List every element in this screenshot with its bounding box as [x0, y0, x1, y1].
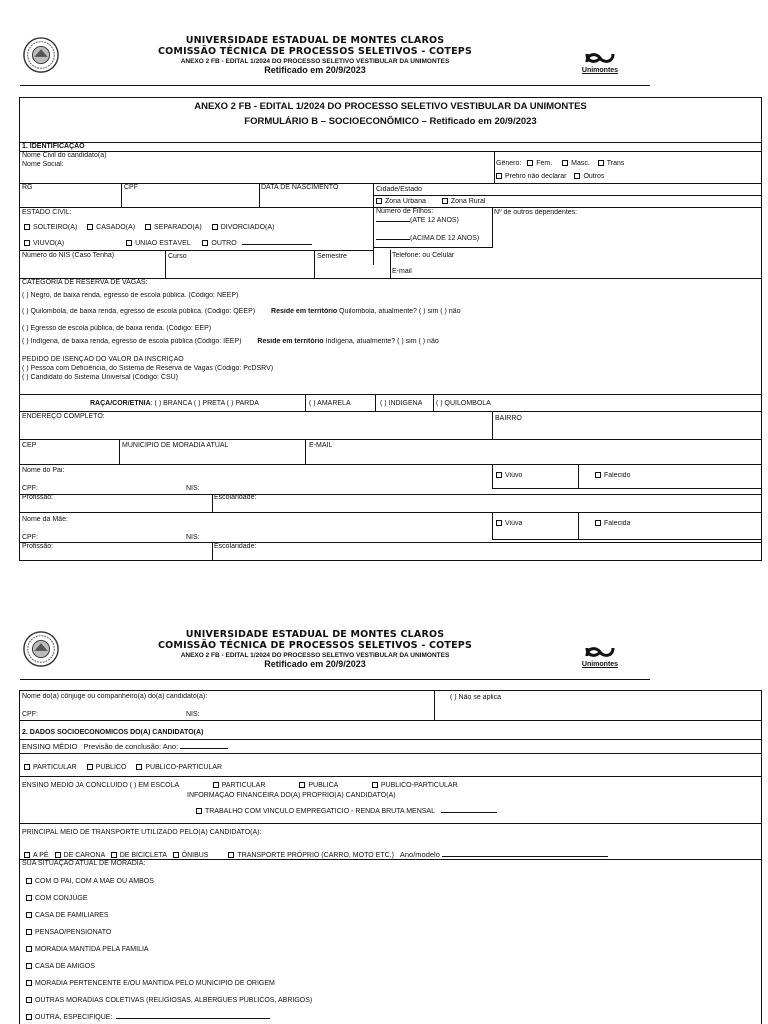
cpf-mae-label[interactable]: CPF:	[22, 534, 38, 541]
page2-form	[19, 690, 762, 1024]
outro-line[interactable]	[242, 244, 312, 245]
ate12-row[interactable]	[376, 217, 459, 225]
cpf-label[interactable]: CPF	[124, 184, 138, 191]
a-pe-label: A PÉ	[33, 852, 49, 859]
zona-urbana-label: Zona Urbana	[385, 198, 426, 205]
header-divider	[20, 679, 650, 680]
estado-civil-row2	[24, 240, 312, 248]
moradia-option-label: PENSÃO/PENSIONATO	[35, 929, 112, 936]
moradia-checkbox[interactable]	[26, 1014, 32, 1020]
publica2-label: PÚBLICA	[308, 782, 338, 789]
header-text	[140, 630, 490, 670]
header-university: UNIVERSIDADE ESTADUAL DE MONTES CLAROS	[185, 35, 445, 46]
fem-checkbox[interactable]	[527, 160, 533, 166]
logo-name: Unimontes	[581, 67, 619, 74]
moradia-option[interactable]	[26, 895, 88, 903]
falecida-mae	[595, 520, 630, 528]
uniao-checkbox[interactable]	[126, 240, 132, 246]
section-identificacao: 1. IDENTIFICAÇÃO	[22, 143, 85, 150]
moradia-checkbox[interactable]	[26, 946, 32, 952]
particular-label: PARTICULAR	[33, 764, 77, 771]
falecido-label: Falecido	[604, 472, 631, 479]
moradia-option-label: MORADIA MANTIDA PELA FAMÍLIA	[35, 946, 149, 953]
moradia-option[interactable]	[26, 946, 149, 954]
nome-civil-label[interactable]: Nome Civil do candidato(a)	[22, 152, 107, 159]
ate12-label: (ATÉ 12 ANOS)	[410, 217, 459, 224]
viuvo-pai	[496, 472, 522, 480]
genero-options-2	[496, 173, 604, 181]
ano-modelo-label: Ano/modelo	[399, 850, 440, 859]
isencao-label: PEDIDO DE ISENÇÃO DO VALOR DA INSCRIÇÃO	[22, 356, 184, 363]
publico-label: PÚBLICO	[95, 764, 127, 771]
viuva-label: Viúva	[505, 520, 523, 527]
viuva-checkbox[interactable]	[496, 520, 502, 526]
moradia-option[interactable]	[26, 1014, 270, 1022]
email-caps-label[interactable]: E-MAIL	[309, 442, 333, 449]
escolaridade-mae-label[interactable]: Escolaridade:	[214, 543, 257, 550]
outra-especifique-line[interactable]	[116, 1018, 270, 1019]
trabalho-label: TRABALHO COM VÍNCULO EMPREGATÍCIO - RENDA BRUTA MENSAL	[205, 808, 435, 815]
moradia-option-label: CASA DE AMIGOS	[35, 963, 95, 970]
nome-social-label[interactable]: Nome Social:	[22, 161, 64, 168]
moradia-checkbox[interactable]	[26, 929, 32, 935]
publica2-checkbox[interactable]	[299, 782, 305, 788]
categoria-label: CATEGORIA DE RESERVA DE VAGAS:	[22, 279, 148, 286]
raca-amarela[interactable]: ( ) AMARELA	[309, 400, 351, 407]
falecida-checkbox[interactable]	[595, 520, 601, 526]
data-nasc-label[interactable]: DATA DE NASCIMENTO	[261, 184, 339, 191]
viuvo-pai-label: Viúvo	[505, 472, 523, 479]
separado-label: SEPARADO(A)	[154, 224, 202, 231]
reside-indigena-label: Reside em território	[257, 338, 324, 345]
nis-pai-label[interactable]: NIS:	[186, 485, 200, 492]
em-tipo-row	[24, 764, 222, 772]
cep-label[interactable]: CEP	[22, 442, 37, 449]
trabalho-checkbox[interactable]	[196, 808, 202, 814]
outro-label: OUTRO	[211, 240, 237, 247]
viuvo-label: VIÚVO(A)	[33, 240, 65, 247]
trans-label: Trans	[606, 160, 625, 167]
cidade-estado-label[interactable]: Cidade/Estado	[376, 186, 422, 193]
prefiro-label: Prefiro não declarar	[505, 173, 567, 180]
trans-checkbox[interactable]	[598, 160, 604, 166]
uniao-label: UNIÃO ESTÁVEL	[135, 240, 191, 247]
outros-label: Outros	[583, 173, 605, 180]
genero-label: Gênero:	[496, 160, 522, 167]
nis-label[interactable]: Número do NIS (Caso Tenha)	[22, 252, 115, 259]
acima12-row[interactable]	[376, 235, 479, 243]
ensino-medio-label: ENSINO MÉDIO	[22, 742, 78, 751]
header-annex: ANEXO 2 FB - EDITAL 1/2024 DO PROCESSO SELETIVO VESTIBULAR DA UNIMONTES	[180, 57, 450, 65]
viuva-mae	[496, 520, 522, 528]
info-financeira-label: INFORMAÇÃO FINANCEIRA DO(A) PRÓPRIO(A) CANDIDATO(A)	[187, 792, 396, 799]
num-filhos-label: Número de Filhos:	[376, 208, 434, 215]
moradia-option[interactable]	[26, 929, 111, 937]
raca-label: RAÇA/COR/ETNIA	[90, 400, 151, 407]
moradia-option[interactable]	[26, 997, 312, 1005]
cat-ieep: ( ) Indígena, de baixa renda, egresso de escola pública (Código: IEEP)	[22, 338, 242, 345]
raca-branca-preta-parda[interactable]: : ( ) BRANCA ( ) PRETA ( ) PARDA	[150, 400, 259, 407]
renda-line[interactable]	[441, 812, 497, 813]
bairro-label[interactable]: BAIRRO	[495, 415, 522, 422]
onibus-checkbox[interactable]	[173, 852, 179, 858]
pub-part2-label: PÚBLICO-PARTICULAR	[380, 782, 458, 789]
form-title-2: FORMULÁRIO B – SOCIOECONÔMICO – Retificado em 20/9/2023	[244, 116, 537, 127]
moradia-option-label: MORADIA PERTENCENTE E/OU MANTIDA PELO MUNICÍPIO DE ORIGEM	[35, 980, 275, 987]
outros-checkbox[interactable]	[574, 173, 580, 179]
email-label[interactable]: E-mail	[392, 268, 412, 275]
conjuge-nis-label[interactable]: NIS:	[186, 711, 200, 718]
estado-civil-row1	[24, 224, 274, 232]
particular2-checkbox[interactable]	[213, 782, 219, 788]
casado-label: CASADO(A)	[96, 224, 136, 231]
zona-rural-checkbox[interactable]	[442, 198, 448, 204]
estado-civil-label: ESTADO CIVIL:	[22, 209, 72, 216]
raca-quilombola[interactable]: ( ) QUILOMBOLA	[436, 400, 491, 407]
quilombola-question: Quilombola, atualmente? ( ) sim ( ) não	[339, 308, 461, 315]
masc-checkbox[interactable]	[562, 160, 568, 166]
moradia-checkbox[interactable]	[26, 963, 32, 969]
header-university: UNIVERSIDADE ESTADUAL DE MONTES CLAROS	[185, 629, 445, 640]
profissao-pai-label[interactable]: Profissão:	[22, 494, 54, 501]
cat-qeep: ( ) Quilombola, de baixa renda, egresso de escola pública. (Código: QEEP)	[22, 308, 256, 315]
solteiro-checkbox[interactable]	[24, 224, 30, 230]
moradia-checkbox[interactable]	[26, 980, 32, 986]
previsao-ano-line[interactable]	[180, 748, 228, 749]
cat-eep[interactable]: ( ) Egresso de escola pública, de baixa renda. (Código: EEP)	[22, 325, 212, 332]
cat-neep[interactable]: ( ) Negro, de baixa renda, egresso de escola pública. (Código: NEEP)	[22, 292, 239, 299]
solteiro-label: SOLTEIRO(A)	[33, 224, 78, 231]
onibus-label: ÔNIBUS	[181, 852, 209, 859]
semestre-label[interactable]: Semestre	[317, 253, 347, 260]
moradia-checkbox[interactable]	[26, 912, 32, 918]
acima12-line[interactable]	[376, 239, 410, 240]
ano-modelo-line[interactable]	[442, 856, 608, 857]
indigena-question: Indígena, atualmente? ( ) sim ( ) não	[325, 338, 439, 345]
isencao-pcd[interactable]: ( ) Pessoa com Deficiência, do Sistema de Reserva de Vagas (Código: PcDSRV)	[22, 365, 274, 372]
unimontes-logo	[575, 644, 625, 668]
divorciado-checkbox[interactable]	[212, 224, 218, 230]
telefone-label[interactable]: Telefone: ou Celular	[392, 252, 455, 259]
genero-options	[496, 160, 624, 168]
zona-rural-label: Zona Rural	[450, 198, 486, 205]
publico-checkbox[interactable]	[87, 764, 93, 770]
curso-label[interactable]: Curso	[168, 253, 187, 260]
page1-form	[19, 97, 762, 561]
endereco-label[interactable]: ENDEREÇO COMPLETO:	[22, 413, 105, 420]
proprio-checkbox[interactable]	[228, 852, 234, 858]
masc-label: Masc.	[571, 160, 590, 167]
proprio-label: TRANSPORTE PRÓPRIO (CARRO, MOTO ETC.)	[237, 852, 394, 859]
moradia-option-label: COM O PAI, COM A MÃE OU AMBOS	[35, 878, 154, 885]
unimontes-logo-icon	[583, 644, 617, 660]
casado-checkbox[interactable]	[87, 224, 93, 230]
pub-part2-checkbox[interactable]	[372, 782, 378, 788]
publico-particular-label: PÚBLICO-PARTICULAR	[145, 764, 223, 771]
header-annex: ANEXO 2 FB - EDITAL 1/2024 DO PROCESSO SELETIVO VESTIBULAR DA UNIMONTES	[180, 651, 450, 659]
university-seal-icon	[22, 630, 60, 668]
profissao-mae-label[interactable]: Profissão:	[22, 543, 54, 550]
header-commission: COMISSÃO TÉCNICA DE PROCESSOS SELETIVOS - COTEPS	[157, 45, 473, 57]
ate12-line[interactable]	[376, 221, 410, 222]
escolaridade-pai-label[interactable]: Escolaridade:	[214, 494, 257, 501]
previsao-label: Previsão de conclusão: Ano:	[83, 742, 179, 751]
particular-checkbox[interactable]	[24, 764, 30, 770]
prefiro-checkbox[interactable]	[496, 173, 502, 179]
nis-mae-label[interactable]: NIS:	[186, 534, 200, 541]
rg-label[interactable]: RG	[22, 184, 33, 191]
nome-mae-label[interactable]: Nome da Mãe:	[22, 516, 68, 523]
moradia-checkbox[interactable]	[26, 997, 32, 1003]
header-commission: COMISSÃO TÉCNICA DE PROCESSOS SELETIVOS - COTEPS	[157, 639, 473, 651]
a-pe-checkbox[interactable]	[24, 852, 30, 858]
falecida-label: Falecida	[604, 520, 631, 527]
particular2-label: PARTICULAR	[221, 782, 266, 789]
header-rectified: Retificado em 20/9/2023	[264, 65, 366, 76]
outro-checkbox[interactable]	[202, 240, 208, 246]
moradia-label: SUA SITUAÇÃO ATUAL DE MORADIA:	[22, 860, 146, 867]
moradia-option-label: CASA DE FAMILIARES	[35, 912, 109, 919]
trabalho-row	[196, 808, 497, 816]
header-rectified: Retificado em 20/9/2023	[264, 659, 366, 670]
nao-aplica[interactable]: ( ) Não se aplica	[450, 694, 501, 701]
outros-dependentes-label[interactable]: Nº de outros dependentes:	[494, 209, 578, 216]
isencao-csu[interactable]: ( ) Candidato do Sistema Universal (Código: CSU)	[22, 374, 179, 381]
moradia-option[interactable]	[26, 912, 109, 920]
falecido-pai	[595, 472, 630, 480]
unimontes-logo	[575, 50, 625, 74]
moradia-checkbox[interactable]	[26, 878, 32, 884]
cat-qeep-row[interactable]	[22, 308, 461, 316]
zona-options	[376, 198, 485, 206]
reside-quilombola-label: Reside em território	[271, 308, 338, 315]
header-divider	[20, 85, 650, 86]
form-title-1: ANEXO 2 FB - EDITAL 1/2024 DO PROCESSO SELETIVO VESTIBULAR DA UNIMONTES	[194, 101, 587, 112]
em-concluido-label: ENSINO MÉDIO JÁ CONCLUÍDO ( ) EM ESCOLA	[22, 782, 179, 789]
bicicleta-label: DE BICICLETA	[119, 852, 167, 859]
publico-particular-checkbox[interactable]	[136, 764, 142, 770]
moradia-checkbox[interactable]	[26, 895, 32, 901]
transporte-label: PRINCIPAL MEIO DE TRANSPORTE UTILIZADO PELO(A) CANDIDATO(A):	[22, 829, 262, 836]
raca-row	[90, 400, 259, 408]
viuvo-checkbox[interactable]	[24, 240, 30, 246]
moradia-option[interactable]	[26, 980, 275, 988]
acima12-label: (ACIMA DE 12 ANOS)	[410, 235, 480, 242]
moradia-option-label: OUTRAS MORADIAS COLETIVAS (RELIGIOSAS, ALBERGUES PÚBLICOS, ABRIGOS)	[35, 997, 313, 1004]
fem-label: Fem.	[536, 160, 553, 167]
university-seal-icon	[22, 36, 60, 74]
header-text	[140, 36, 490, 76]
em-concluido-row	[22, 782, 458, 790]
moradia-option[interactable]	[26, 963, 95, 971]
zona-urbana-checkbox[interactable]	[376, 198, 382, 204]
conjuge-cpf-label[interactable]: CPF:	[22, 711, 38, 718]
carona-label: DE CARONA	[63, 852, 105, 859]
conjuge-label[interactable]: Nome do(a) cônjuge ou companheiro(a) do(a) candidato(a):	[22, 693, 208, 700]
cpf-pai-label[interactable]: CPF:	[22, 485, 38, 492]
nome-pai-label[interactable]: Nome do Pai:	[22, 467, 65, 474]
carona-checkbox[interactable]	[55, 852, 61, 858]
section-dados-socioeconomicos: 2. DADOS SÓCIOECONÔMICOS DO(A) CANDIDATO(A)	[22, 729, 204, 736]
unimontes-logo-icon	[583, 50, 617, 66]
ensino-medio-row	[22, 742, 228, 751]
separado-checkbox[interactable]	[145, 224, 151, 230]
logo-name: Unimontes	[581, 661, 619, 668]
raca-indigena[interactable]: ( ) INDÍGENA	[380, 400, 423, 407]
municipio-label[interactable]: MUNICÍPIO DE MORADIA ATUAL	[122, 442, 229, 449]
moradia-option-label: OUTRA, ESPECIFIQUE:	[35, 1014, 113, 1021]
moradia-option-label: COM CÔNJUGE	[35, 895, 88, 902]
falecido-checkbox[interactable]	[595, 472, 601, 478]
bicicleta-checkbox[interactable]	[111, 852, 117, 858]
viuvo-pai-checkbox[interactable]	[496, 472, 502, 478]
moradia-option[interactable]	[26, 878, 154, 886]
divorciado-label: DIVORCIADO(A)	[220, 224, 275, 231]
cat-ieep-row[interactable]	[22, 338, 439, 346]
